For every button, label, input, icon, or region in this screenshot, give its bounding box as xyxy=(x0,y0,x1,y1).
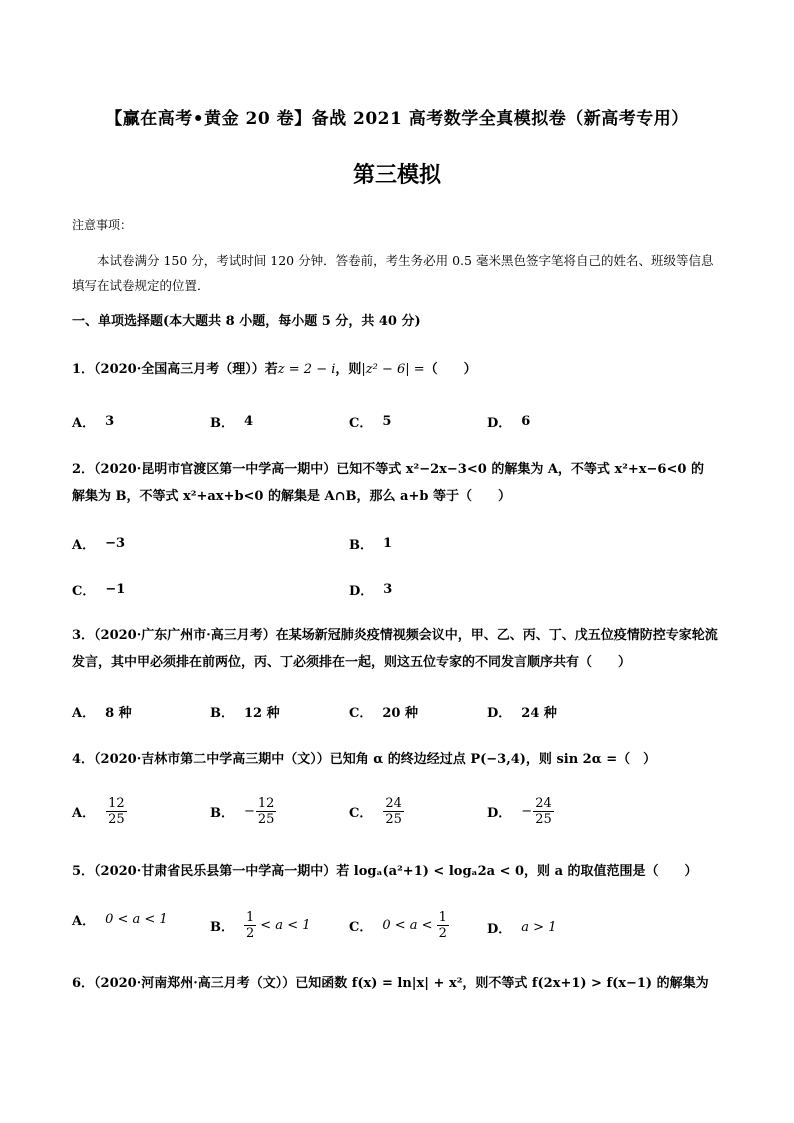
fraction: $\frac{1}{2}$ xyxy=(246,910,255,941)
option-d: D． 3 xyxy=(349,582,393,599)
option-d: D． 24 种 xyxy=(487,706,557,721)
option-c: C． −1 xyxy=(72,582,126,599)
question-text: （2020·吉林市第二中学高三期中（文））已知角 α 的终边经过点 P(−3,4)，则 sin 2α =（ ） xyxy=(94,752,657,767)
option-a: A． 3 xyxy=(72,414,115,431)
section-heading: 一、单项选择题(本大题共 8 小题，每小题 5 分，共 40 分) xyxy=(72,314,421,329)
option-a: A． −3 xyxy=(72,536,126,553)
question-text: （2020·昆明市官渡区第一中学高一期中）已知不等式 x²−2x−3<0 的解集为 A，不等式 x²+x−6<0 的 xyxy=(94,462,704,477)
option-b: B． − $\frac{12}{25}$ xyxy=(210,796,275,827)
question-6 xyxy=(72,970,732,997)
option-a: A． 0 < a < 1 xyxy=(72,912,168,929)
question-text: （2020·河南郑州·高三月考（文））已知函数 f(x) = ln|x| + x²，则不等式 f(2x+1) > f(x−1) 的解集为 xyxy=(94,976,709,991)
question-number: 1． xyxy=(72,362,95,377)
option-c: C． 20 种 xyxy=(349,706,418,721)
fraction: $\frac{12}{25}$ xyxy=(257,796,275,827)
option-b: B． 1 xyxy=(349,536,393,553)
option-d: D． 6 xyxy=(487,414,531,431)
option-d: D． − $\frac{24}{25}$ xyxy=(487,796,552,827)
option-b: B． $\frac{1}{2}$ < a < 1 xyxy=(210,910,311,941)
option-a: A． 8 种 xyxy=(72,706,132,721)
notice-body: 本试卷满分 150 分，考试时间 120 分钟．答卷前，考生务必用 0.5 毫米黑色签字笔将自己的姓名、班级等信息填写在试卷规定的位置． xyxy=(72,253,714,293)
question-number: 4． xyxy=(72,752,95,767)
question-number: 2． xyxy=(72,462,95,477)
question-number: 3． xyxy=(72,628,95,643)
option-c: C． $\frac{24}{25}$ xyxy=(349,796,402,827)
question-source: （2020·全国高三月考（理）） xyxy=(94,362,265,377)
math-expression: |z² − 6| = xyxy=(361,362,425,377)
question-number: 5． xyxy=(72,864,95,879)
option-c: C． 0 < a < $\frac{1}{2}$ xyxy=(349,910,447,941)
exam-subtitle: 第三模拟 xyxy=(352,162,441,188)
fraction: $\frac{12}{25}$ xyxy=(108,796,125,827)
fraction: $\frac{1}{2}$ xyxy=(438,910,447,941)
option-d: D． a > 1 xyxy=(487,920,557,937)
question-3 xyxy=(72,622,732,676)
exam-title: 【赢在高考•黄金 20 卷】备战 2021 高考数学全真模拟卷（新高考专用） xyxy=(105,109,689,129)
option-b: B． 12 种 xyxy=(210,706,280,721)
question-1 xyxy=(72,356,732,383)
fraction: $\frac{24}{25}$ xyxy=(535,796,552,827)
question-number: 6． xyxy=(72,976,95,991)
question-text: （2020·广东广州市·高三月考）在某场新冠肺炎疫情视频会议中，甲、乙、丙、丁、戊五位疫情防控专家轮流 xyxy=(94,628,718,643)
question-5 xyxy=(72,858,732,885)
question-4 xyxy=(72,746,732,773)
option-a: A． $\frac{12}{25}$ xyxy=(72,796,125,827)
option-b: B． 4 xyxy=(210,414,254,431)
question-text: （ ） xyxy=(424,362,477,377)
fraction: $\frac{24}{25}$ xyxy=(385,796,402,827)
question-text: 发言，其中甲必须排在前两位，丙、丁必须排在一起，则这五位专家的不同发言顺序共有（ ） xyxy=(72,655,632,670)
notice-heading: 注意事项： xyxy=(72,218,133,232)
question-2 xyxy=(72,456,732,510)
question-text: 若 xyxy=(264,362,278,377)
option-c: C． 5 xyxy=(349,414,392,431)
question-text: 解集为 B，不等式 x²+ax+b<0 的解集是 A∩B，那么 a+b 等于（ ） xyxy=(72,489,511,504)
question-text: （2020·甘肃省民乐县第一中学高一期中）若 logₐ(a²+1) < logₐ2a < 0，则 a 的取值范围是（ ） xyxy=(94,864,698,879)
question-text: ，则 xyxy=(335,362,362,377)
math-expression: z = 2 − i xyxy=(277,362,336,377)
